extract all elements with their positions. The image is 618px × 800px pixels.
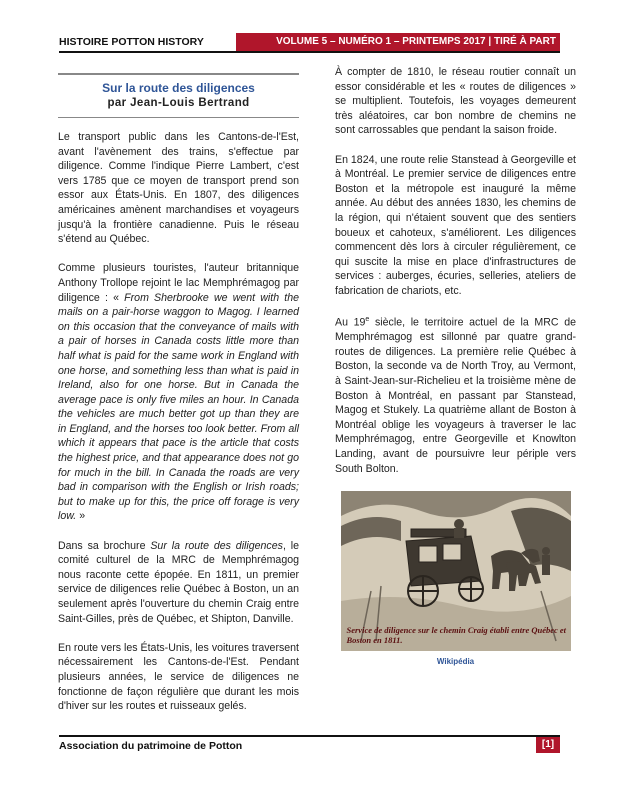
figure-caption: Service de diligence sur le chemin Craig établi entre Québec et Boston en 1811.	[346, 624, 567, 645]
paragraph-6: En 1824, une route relie Stanstead à Georgeville et à Montréal. Le premier service de diligences entre Boston et la métropole est inauguré la même année. Au début des années 1830, les chemins de la région, qui n'étaient souvent que des sentiers boueux et cahoteux, s'améliorent. Les diligences commencent dès lors à circuler régulièrement, ce qui suscite la mise en place d'infrastructures de services : auberges, écuries, selleries, ateliers de fabrication de chariots, etc.	[335, 153, 576, 297]
trollope-quote: From Sherbrooke we went with the mails on a pair-horse waggon to Magog. I learned on this occasion that the conveyance of mails with a pair of horses in Canada costs little more than half what is paid for the same work in England with one horse, and something less than what is paid in Ireland, also for one horse. But in Canada the average pace is only five miles an hour. In Canada the vehicles are much better got up than they are in England, and the horses too look better. From all which it appears that pace is the article that costs the highest price, and that appearance does not go for much in the bill. In Canada the roads are very bad in comparison with the English or Irish roads; but to make up for this, the price off forage is very low.	[58, 291, 300, 523]
left-column	[58, 65, 299, 728]
footer-rule	[59, 735, 560, 737]
figure-credit: Wikipédia	[436, 656, 475, 666]
footer-association: Association du patrimoine de Potton	[59, 740, 243, 752]
paragraph-3	[58, 539, 299, 627]
right-column	[335, 65, 576, 669]
quote-close: »	[76, 510, 86, 523]
quote-intro: Comme plusieurs touristes, l'auteur britannique Anthony Trollope rejoint le lac Memphrémagog par diligence : «	[58, 262, 299, 304]
stagecoach-illustration	[341, 491, 571, 651]
title-rule-top	[58, 73, 299, 75]
page-number: [1]	[536, 737, 560, 753]
publication-name: HISTOIRE POTTON HISTORY	[59, 36, 204, 48]
century-superscript: e	[365, 316, 370, 324]
issue-banner: VOLUME 5 – NUMÉRO 1 – PRINTEMPS 2017 | TIRÉ À PART	[236, 33, 560, 51]
p7-start: Au 19	[335, 316, 366, 329]
article-title: Sur la route des diligences	[102, 80, 255, 95]
p3-rest: , le comité culturel de la MRC de Memphrémagog nous raconte cette épopée. En 1811, un premier service de diligences relie Québec à Boston, un an seulement après l'ouverture du chemin Craig entre Saint-Gilles, près de Québec, et Shipton, Danville.	[58, 539, 299, 625]
paragraph-5: À compter de 1810, le réseau routier connaît un essor considérable et les « routes de diligences » se multiplient. Toutefois, les voyages demeurent très aléatoires, car bon nombre de chemins ne sont carrossables que pendant la saison froide.	[335, 66, 576, 137]
title-rule-bottom	[58, 117, 299, 119]
paragraph-7	[335, 313, 576, 476]
article-author: par Jean-Louis Bertrand	[107, 96, 250, 109]
p7-rest: siècle, le territoire actuel de la MRC de Memphrémagog est sillonné par quatre grand-routes de diligences. La première relie Québec à Boston, la seconde va de North Troy, au Vermont, à Saint-Jean-sur-Richelieu et la troisième mène de Boston à Montréal, en passant par Stanstead, Magog et Stukely. La quatrième allant de Boston à Montréal oblige les voyageurs à traverser le lac Memphrémagog, entre Georgeville et Knowlton Landing, avant de poursuivre leur périple vers South Bolton.	[335, 316, 576, 475]
paragraph-1: Le transport public dans les Cantons-de-l'Est, avant l'avènement des trains, s'effectue par diligence. Comme l'indique Pierre Lambert, c'est vers 1785 que ce moyen de transport prend son essor aux États-Unis. En 1807, des diligences américaines amènent marchandises et voyageurs jusqu'à la frontière canadienne. Puis le réseau s'étend au Québec.	[58, 131, 299, 246]
paragraph-2	[58, 261, 299, 524]
paragraph-4: En route vers les États-Unis, les voitures traversent nécessairement les Cantons-de-l'Est. Pendant plusieurs années, le service de diligences ne fonctionne de façon régulière que durant les mois d'hiver sur les routes et ruisseaux gelés.	[58, 641, 299, 713]
brochure-title: Sur la route des diligences	[150, 539, 283, 552]
p3-start: Dans sa brochure	[58, 539, 151, 552]
header-rule	[59, 51, 560, 53]
